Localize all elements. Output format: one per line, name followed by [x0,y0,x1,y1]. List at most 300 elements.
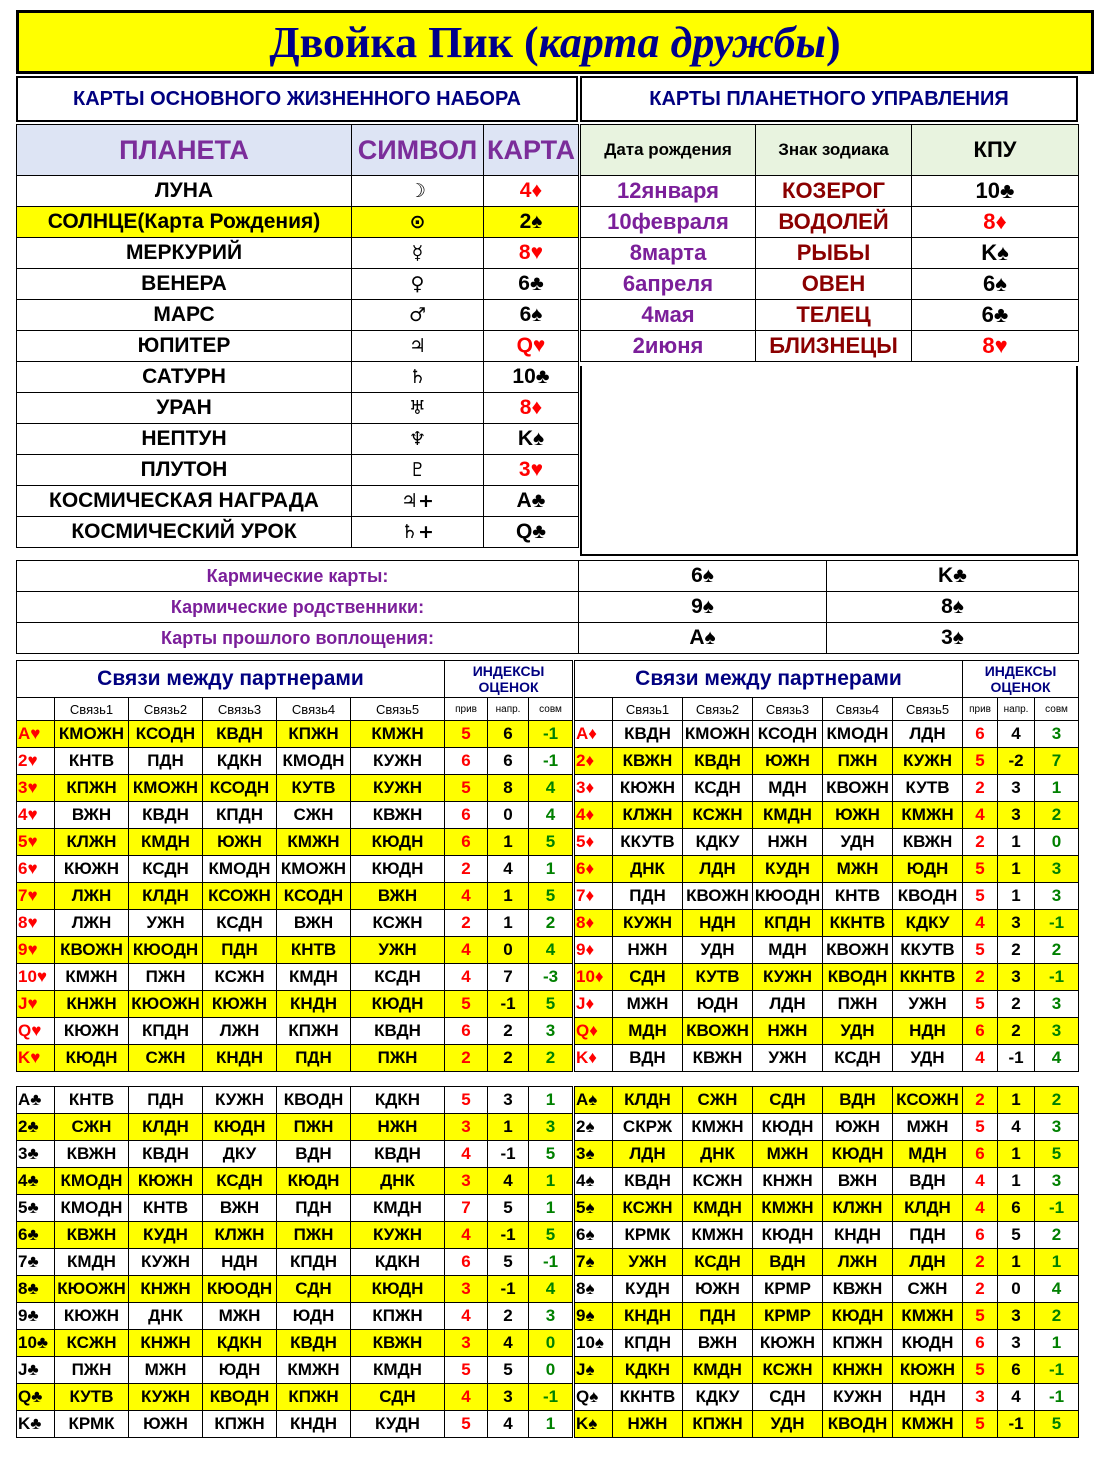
connection-cell: КСДН [351,964,445,991]
index-tension: 1 [488,829,529,856]
index-attraction: 6 [963,1222,998,1249]
index-compat: 4 [1035,1045,1079,1072]
index-tension: 4 [998,1384,1035,1411]
connection-cell: КУДН [351,1411,445,1438]
kpu-sign: РЫБЫ [756,238,912,269]
index-attraction: 6 [445,802,488,829]
connection-cell: КНДН [277,991,351,1018]
index-compat: 1 [1035,1249,1079,1276]
index-attraction: 2 [963,964,998,991]
connection-cell: КЮОЖН [55,1276,129,1303]
connection-row [17,1018,573,1045]
row-card: 9♠ [575,1303,613,1330]
connection-cell: КМЖН [893,802,963,829]
connection-cell: ПЖН [55,1357,129,1384]
connection-row [575,1330,1079,1357]
karmic-label: Кармические родственники: [17,592,579,623]
connection-cell: СКРЖ [613,1114,683,1141]
kpu-col-header: КПУ [912,125,1079,176]
connection-row [17,1411,573,1438]
index-compat: 3 [529,1018,573,1045]
connections-title-row [17,661,573,698]
connection-cell: КЮЖН [753,1330,823,1357]
index-attraction: 6 [963,721,998,748]
connection-cell: КНДН [277,1411,351,1438]
connection-cell: ВДН [613,1045,683,1072]
connection-cell: ПДН [277,1045,351,1072]
row-card: Q♦ [575,1018,613,1045]
header-life-set: КАРТЫ ОСНОВНОГО ЖИЗНЕННОГО НАБОРА [16,76,578,122]
index-tension: 1 [998,883,1035,910]
connection-cell: ЛЖН [55,910,129,937]
index-tension: 7 [488,964,529,991]
index-attraction: 5 [963,1303,998,1330]
connection-cell: ККНТВ [613,1384,683,1411]
index-tension: 2 [488,1018,529,1045]
connection-cell: КМДН [129,829,203,856]
index-attraction: 4 [963,802,998,829]
index-compat: 1 [529,1411,573,1438]
index-col-header: напр. [488,698,529,721]
index-col-header: совм [1035,698,1079,721]
index-tension: -1 [488,1141,529,1168]
index-attraction: 5 [963,991,998,1018]
connection-cell: КМЖН [277,829,351,856]
connection-cell: КЛЖН [55,829,129,856]
index-attraction: 4 [445,1222,488,1249]
index-attraction: 4 [963,1045,998,1072]
connection-cell: ВДН [277,1141,351,1168]
connection-cell: КУТВ [277,775,351,802]
index-tension: 5 [488,1357,529,1384]
connection-row [575,748,1079,775]
connection-col-header: Связь4 [823,698,893,721]
connection-cell: КМОДН [203,856,277,883]
index-attraction: 2 [963,1249,998,1276]
connection-cell: МДН [893,1141,963,1168]
index-tension: 4 [488,1330,529,1357]
connection-cell: КСОДН [277,883,351,910]
row-card: K♦ [575,1045,613,1072]
index-scores-header: ИНДЕКСЫ ОЦЕНОК [445,661,573,698]
planet-name: НЕПТУН [17,424,352,455]
index-tension: -1 [488,1222,529,1249]
connection-cell: КУЖН [823,1384,893,1411]
planet-name: МЕРКУРИЙ [17,238,352,269]
connection-row [575,802,1079,829]
connection-cell: КРМК [613,1222,683,1249]
connection-cell: ЮЖН [823,1114,893,1141]
planet-table [16,124,579,548]
index-tension: 4 [998,721,1035,748]
row-card: 4♦ [575,802,613,829]
index-attraction: 6 [445,748,488,775]
planet-symbol: ☿ [352,238,484,269]
index-compat: 4 [529,802,573,829]
connection-cell: КНТВ [823,883,893,910]
connection-col-header: Связь3 [203,698,277,721]
planet-row [17,455,579,486]
index-attraction: 5 [963,1411,998,1438]
blank-cell [575,698,613,721]
connection-row [575,883,1079,910]
index-tension: 4 [998,1114,1035,1141]
index-compat: -1 [529,748,573,775]
connection-cell: ЮДН [203,1357,277,1384]
index-tension: -1 [488,991,529,1018]
connection-row [17,748,573,775]
index-attraction: 3 [963,1384,998,1411]
kpu-date: 4мая [581,300,756,331]
index-compat: 2 [1035,1222,1079,1249]
planet-card: 4♦ [484,176,579,207]
index-attraction: 4 [963,910,998,937]
index-col-header: прив [445,698,488,721]
planet-name: ЛУНА [17,176,352,207]
planet-card: 2♠ [484,207,579,238]
connection-cell: ЮЖН [823,802,893,829]
index-attraction: 5 [963,1357,998,1384]
connection-cell: СЖН [55,1114,129,1141]
connection-cell: КМОДН [823,721,893,748]
header-planetary: КАРТЫ ПЛАНЕТНОГО УПРАВЛЕНИЯ [580,76,1078,122]
connection-cell: УДН [753,1411,823,1438]
planet-col-header: СИМВОЛ [352,125,484,176]
connection-cell: КЮЖН [893,1357,963,1384]
connection-cell: КУТВ [893,775,963,802]
kpu-date: 6апреля [581,269,756,300]
connection-cell: КНЖН [55,991,129,1018]
index-tension: 2 [998,1018,1035,1045]
connection-row [575,1357,1079,1384]
connection-cell: КМДН [753,802,823,829]
connection-cell: КДКН [203,748,277,775]
index-attraction: 5 [445,1087,488,1114]
row-card: 6♣ [17,1222,55,1249]
karmic-table [16,560,1079,654]
connection-cell: КСДН [203,910,277,937]
connection-cell: УЖН [893,991,963,1018]
connection-cell: ПЖН [823,991,893,1018]
index-compat: 1 [1035,1330,1079,1357]
planet-row [17,517,579,548]
index-col-header: прив [963,698,998,721]
connection-row [17,775,573,802]
connection-cell: КВЖН [55,1222,129,1249]
index-tension: 3 [998,910,1035,937]
connection-cell: КПЖН [351,1303,445,1330]
row-card: 3♠ [575,1141,613,1168]
index-compat: 4 [529,937,573,964]
connection-cell: КУЖН [613,910,683,937]
connection-cell: ЮЖН [203,829,277,856]
planet-symbol: ♀ [352,269,484,300]
connection-cell: ДКУ [203,1141,277,1168]
connection-cell: НДН [893,1384,963,1411]
connection-cell: ДНК [129,1303,203,1330]
index-tension: 1 [998,1168,1035,1195]
planet-card: 3♥ [484,455,579,486]
connections-col-row [575,698,1079,721]
connection-cell: ЛДН [683,856,753,883]
connection-cell: ЛЖН [55,883,129,910]
planet-symbol: ♃+ [352,486,484,517]
connection-cell: КВЖН [55,1141,129,1168]
index-compat: 2 [529,1045,573,1072]
index-compat: 3 [529,1303,573,1330]
connection-cell: КНТВ [277,937,351,964]
index-compat: 3 [1035,721,1079,748]
connection-cell: КПЖН [55,775,129,802]
planet-col-header: ПЛАНЕТА [17,125,352,176]
index-col-header: напр. [998,698,1035,721]
index-compat: -1 [529,1384,573,1411]
index-tension: -1 [998,1045,1035,1072]
index-attraction: 5 [445,991,488,1018]
index-attraction: 4 [445,937,488,964]
index-compat: 1 [529,1195,573,1222]
row-card: 9♥ [17,937,55,964]
connection-row [17,1168,573,1195]
title-main: Двойка Пик ( [269,17,539,67]
index-attraction: 4 [963,1168,998,1195]
index-compat: 7 [1035,748,1079,775]
kpu-col-header: Знак зодиака [756,125,912,176]
planet-row [17,238,579,269]
connection-cell: КЮЖН [203,991,277,1018]
connection-cell: КМОДН [55,1195,129,1222]
connection-col-header: Связь3 [753,698,823,721]
connection-cell: СДН [351,1384,445,1411]
connection-cell: КВЖН [351,1330,445,1357]
connection-cell: ВЖН [203,1195,277,1222]
connection-col-header: Связь1 [55,698,129,721]
index-tension: 6 [998,1195,1035,1222]
connection-cell: КМОДН [55,1168,129,1195]
connection-row [575,1168,1079,1195]
connection-cell: ПДН [203,937,277,964]
connection-cell: КВОДН [277,1087,351,1114]
connection-row [575,1114,1079,1141]
index-tension: 0 [998,1276,1035,1303]
index-attraction: 3 [445,1330,488,1357]
connection-row [575,910,1079,937]
connection-cell: КЛДН [613,1087,683,1114]
connection-cell: УДН [823,1018,893,1045]
kpu-empty-area [580,366,1078,556]
planet-card: K♠ [484,424,579,455]
index-compat: 0 [1035,829,1079,856]
index-compat: 1 [529,1168,573,1195]
index-attraction: 3 [445,1168,488,1195]
connection-cell: КЮДН [55,1045,129,1072]
index-compat: 3 [529,1114,573,1141]
connection-cell: КНЖН [129,1330,203,1357]
connection-row [575,991,1079,1018]
index-compat: 3 [1035,1114,1079,1141]
connection-cell: КНДН [613,1303,683,1330]
index-attraction: 5 [445,721,488,748]
connection-cell: КВДН [129,1141,203,1168]
connection-cell: КЮЖН [55,856,129,883]
index-compat: 5 [529,1141,573,1168]
connection-cell: КМОЖН [55,721,129,748]
connection-row [17,1330,573,1357]
index-compat: 2 [1035,1087,1079,1114]
connection-row [17,910,573,937]
row-card: 2♠ [575,1114,613,1141]
connection-cell: КМДН [277,964,351,991]
connection-cell: ЛДН [613,1141,683,1168]
row-card: 10♣ [17,1330,55,1357]
kpu-card: K♠ [912,238,1079,269]
connection-cell: КЮДН [351,856,445,883]
connection-cell: МЖН [753,1141,823,1168]
row-card: 5♥ [17,829,55,856]
connection-cell: КСЖН [55,1330,129,1357]
connection-cell: МЖН [203,1303,277,1330]
connection-cell: КВЖН [893,829,963,856]
connection-cell: ККУТВ [613,829,683,856]
index-tension: 4 [488,856,529,883]
connection-cell: ККУТВ [893,937,963,964]
connection-cell: ВДН [893,1168,963,1195]
connection-col-header: Связь5 [893,698,963,721]
connection-cell: УЖН [129,910,203,937]
connection-cell: ПДН [277,1195,351,1222]
index-tension: 6 [488,748,529,775]
connection-row [17,1045,573,1072]
connection-cell: КВОДН [893,883,963,910]
connection-row [17,1222,573,1249]
kpu-row [581,269,1079,300]
connection-cell: КСОДН [753,721,823,748]
connection-row [575,1276,1079,1303]
row-card: 5♠ [575,1195,613,1222]
connection-cell: КМЖН [893,1411,963,1438]
planet-symbol: ♃ [352,331,484,362]
index-attraction: 3 [445,1114,488,1141]
index-compat: 5 [529,991,573,1018]
connection-cell: КЛДН [129,883,203,910]
connection-row [575,829,1079,856]
connection-cell: КЛЖН [823,1195,893,1222]
connection-row [575,1222,1079,1249]
index-compat: 1 [529,1087,573,1114]
planet-header-row [17,125,579,176]
connection-row [17,1195,573,1222]
connection-cell: КМОДН [277,748,351,775]
kpu-card: 10♣ [912,176,1079,207]
connection-cell: КПЖН [277,1384,351,1411]
index-tension: 4 [488,1168,529,1195]
connection-cell: ЛЖН [203,1018,277,1045]
connection-cell: ККНТВ [893,964,963,991]
connection-cell: КЮЖН [613,775,683,802]
index-compat: 5 [1035,1141,1079,1168]
index-attraction: 5 [445,1411,488,1438]
row-card: Q♠ [575,1384,613,1411]
kpu-sign: КОЗЕРОГ [756,176,912,207]
row-card: 9♦ [575,937,613,964]
planet-card: 8♥ [484,238,579,269]
connection-cell: КУДН [753,856,823,883]
connection-row [17,1087,573,1114]
connection-cell: УДН [683,937,753,964]
connection-cell: КСОЖН [203,883,277,910]
connection-cell: КВДН [203,721,277,748]
connection-row [575,1195,1079,1222]
karmic-row [17,623,1079,654]
index-compat: 4 [529,775,573,802]
connection-cell: КМОЖН [683,721,753,748]
connection-cell: КНТВ [55,748,129,775]
connection-row [575,1411,1079,1438]
row-card: 8♥ [17,910,55,937]
planet-symbol: ♂ [352,300,484,331]
connection-cell: КСДН [683,775,753,802]
index-tension: 6 [998,1357,1035,1384]
row-card: 2♦ [575,748,613,775]
connection-cell: КДКУ [893,910,963,937]
connection-cell: МЖН [129,1357,203,1384]
index-tension: 2 [488,1303,529,1330]
connection-cell: КЮОДН [203,1276,277,1303]
index-tension: 5 [998,1222,1035,1249]
connections-title: Связи между партнерами [17,661,445,698]
row-card: K♠ [575,1411,613,1438]
blank-cell [17,698,55,721]
connection-row [17,1384,573,1411]
index-attraction: 5 [963,748,998,775]
connection-cell: КЛЖН [203,1222,277,1249]
planet-name: САТУРН [17,362,352,393]
connection-cell: КНЖН [129,1276,203,1303]
index-tension: 0 [488,937,529,964]
connection-row [17,964,573,991]
connection-cell: СДН [613,964,683,991]
index-compat: 1 [529,856,573,883]
kpu-date: 12января [581,176,756,207]
clubs-table [16,1086,573,1438]
index-compat: -1 [1035,910,1079,937]
planet-symbol: ☽ [352,176,484,207]
index-compat: 2 [1035,937,1079,964]
row-card: J♦ [575,991,613,1018]
connection-cell: КУЖН [129,1249,203,1276]
connection-cell: СЖН [129,1045,203,1072]
connection-cell: КЮДН [753,1222,823,1249]
connection-cell: КВОЖН [683,883,753,910]
row-card: 8♣ [17,1276,55,1303]
connection-col-header: Связь5 [351,698,445,721]
index-tension: 8 [488,775,529,802]
connection-cell: КСЖН [683,802,753,829]
index-compat: 3 [1035,883,1079,910]
index-tension: 1 [998,1141,1035,1168]
connection-cell: ЮЖН [129,1411,203,1438]
connection-cell: КДКН [351,1249,445,1276]
kpu-row [581,300,1079,331]
connection-cell: ДНК [683,1141,753,1168]
index-attraction: 2 [963,1276,998,1303]
connection-cell: МДН [753,937,823,964]
index-compat: 4 [529,1276,573,1303]
connection-cell: КВДН [613,1168,683,1195]
connection-row [17,991,573,1018]
planet-symbol: ♅ [352,393,484,424]
row-card: A♦ [575,721,613,748]
